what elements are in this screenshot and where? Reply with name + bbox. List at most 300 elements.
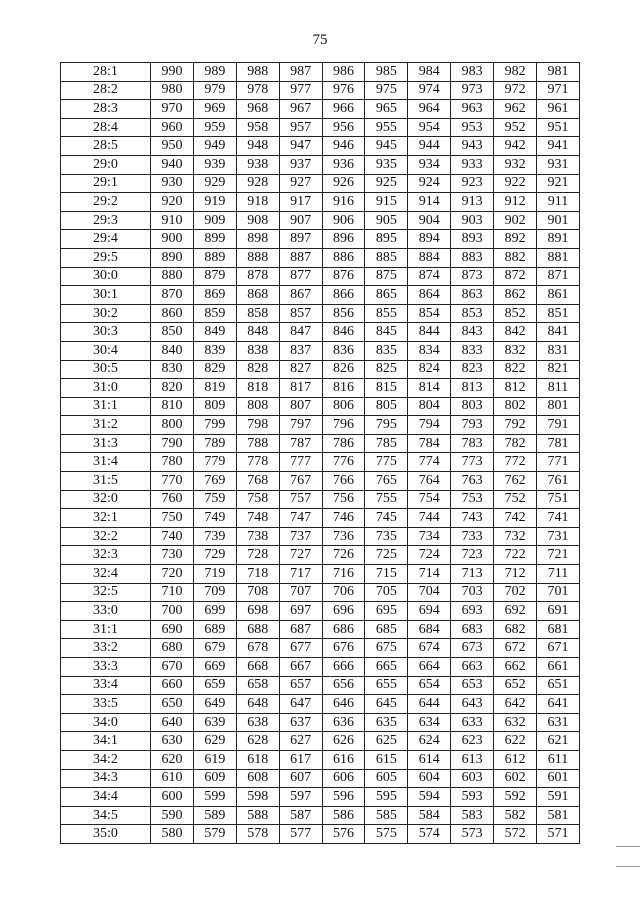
score-cell: 620 [151, 750, 194, 769]
score-cell: 895 [365, 230, 408, 249]
score-cell: 681 [537, 620, 580, 639]
score-cell: 833 [451, 341, 494, 360]
score-cell: 574 [408, 825, 451, 844]
time-cell: 34:1 [61, 732, 151, 751]
score-cell: 573 [451, 825, 494, 844]
score-cell: 585 [365, 806, 408, 825]
score-cell: 755 [365, 490, 408, 509]
time-cell: 31:1 [61, 620, 151, 639]
score-cell: 932 [494, 155, 537, 174]
score-cell: 692 [494, 602, 537, 621]
score-cell: 774 [408, 453, 451, 472]
score-cell: 896 [322, 230, 365, 249]
score-cell: 625 [365, 732, 408, 751]
time-cell: 31:5 [61, 472, 151, 491]
time-cell: 32:0 [61, 490, 151, 509]
score-cell: 791 [537, 416, 580, 435]
score-cell: 837 [279, 341, 322, 360]
score-cell: 975 [365, 81, 408, 100]
score-cell: 641 [537, 695, 580, 714]
score-cell: 742 [494, 509, 537, 528]
score-cell: 891 [537, 230, 580, 249]
score-cell: 953 [451, 118, 494, 137]
score-cell: 593 [451, 788, 494, 807]
score-cell: 655 [365, 676, 408, 695]
score-cell: 814 [408, 379, 451, 398]
time-cell: 28:4 [61, 118, 151, 137]
table-row [61, 565, 580, 584]
score-cell: 789 [193, 434, 236, 453]
score-cell: 605 [365, 769, 408, 788]
score-cell: 968 [236, 100, 279, 119]
score-cell: 853 [451, 304, 494, 323]
score-cell: 743 [451, 509, 494, 528]
score-cell: 794 [408, 416, 451, 435]
score-cell: 943 [451, 137, 494, 156]
score-cell: 860 [151, 304, 194, 323]
score-cell: 650 [151, 695, 194, 714]
score-cell: 680 [151, 639, 194, 658]
score-cell: 856 [322, 304, 365, 323]
score-cell: 907 [279, 211, 322, 230]
score-cell: 682 [494, 620, 537, 639]
score-cell: 744 [408, 509, 451, 528]
score-cell: 798 [236, 416, 279, 435]
score-cell: 662 [494, 658, 537, 677]
score-cell: 592 [494, 788, 537, 807]
table-row [61, 806, 580, 825]
score-cell: 725 [365, 546, 408, 565]
score-cell: 760 [151, 490, 194, 509]
score-cell: 816 [322, 379, 365, 398]
score-cell: 583 [451, 806, 494, 825]
score-cell: 972 [494, 81, 537, 100]
table-row [61, 788, 580, 807]
score-cell: 761 [537, 472, 580, 491]
score-cell: 748 [236, 509, 279, 528]
score-cell: 873 [451, 267, 494, 286]
score-cell: 941 [537, 137, 580, 156]
table-row [61, 323, 580, 342]
time-cell: 31:2 [61, 416, 151, 435]
score-cell: 869 [193, 286, 236, 305]
score-cell: 607 [279, 769, 322, 788]
score-cell: 831 [537, 341, 580, 360]
score-cell: 628 [236, 732, 279, 751]
score-cell: 633 [451, 713, 494, 732]
score-cell: 718 [236, 565, 279, 584]
score-cell: 772 [494, 453, 537, 472]
table-row [61, 658, 580, 677]
score-cell: 763 [451, 472, 494, 491]
score-cell: 767 [279, 472, 322, 491]
score-cell: 967 [279, 100, 322, 119]
score-cell: 590 [151, 806, 194, 825]
score-cell: 797 [279, 416, 322, 435]
score-cell: 722 [494, 546, 537, 565]
score-cell: 878 [236, 267, 279, 286]
score-cell: 855 [365, 304, 408, 323]
score-cell: 987 [279, 63, 322, 82]
score-cell: 801 [537, 397, 580, 416]
score-cell: 865 [365, 286, 408, 305]
score-cell: 851 [537, 304, 580, 323]
score-cell: 924 [408, 174, 451, 193]
table-row [61, 750, 580, 769]
score-cell: 579 [193, 825, 236, 844]
table-row [61, 304, 580, 323]
score-cell: 914 [408, 193, 451, 212]
score-cell: 913 [451, 193, 494, 212]
score-cell: 988 [236, 63, 279, 82]
score-cell: 852 [494, 304, 537, 323]
table-row [61, 416, 580, 435]
score-cell: 646 [322, 695, 365, 714]
score-cell: 793 [451, 416, 494, 435]
score-cell: 923 [451, 174, 494, 193]
score-cell: 940 [151, 155, 194, 174]
score-cell: 731 [537, 527, 580, 546]
score-cell: 664 [408, 658, 451, 677]
score-cell: 819 [193, 379, 236, 398]
score-cell: 861 [537, 286, 580, 305]
score-cell: 776 [322, 453, 365, 472]
score-cell: 672 [494, 639, 537, 658]
score-cell: 782 [494, 434, 537, 453]
time-cell: 32:5 [61, 583, 151, 602]
score-cell: 876 [322, 267, 365, 286]
score-cell: 595 [365, 788, 408, 807]
score-cell: 710 [151, 583, 194, 602]
score-cell: 596 [322, 788, 365, 807]
score-cell: 849 [193, 323, 236, 342]
score-cell: 976 [322, 81, 365, 100]
score-cell: 649 [193, 695, 236, 714]
time-cell: 33:3 [61, 658, 151, 677]
score-cell: 931 [537, 155, 580, 174]
score-cell: 733 [451, 527, 494, 546]
score-cell: 658 [236, 676, 279, 695]
score-cell: 803 [451, 397, 494, 416]
score-cell: 706 [322, 583, 365, 602]
score-cell: 603 [451, 769, 494, 788]
score-cell: 749 [193, 509, 236, 528]
score-cell: 678 [236, 639, 279, 658]
score-cell: 698 [236, 602, 279, 621]
table-row [61, 100, 580, 119]
score-cell: 724 [408, 546, 451, 565]
table-row [61, 583, 580, 602]
score-cell: 962 [494, 100, 537, 119]
score-cell: 635 [365, 713, 408, 732]
score-cell: 701 [537, 583, 580, 602]
score-cell: 795 [365, 416, 408, 435]
score-cell: 779 [193, 453, 236, 472]
score-cell: 765 [365, 472, 408, 491]
score-cell: 726 [322, 546, 365, 565]
score-cell: 796 [322, 416, 365, 435]
table-row [61, 453, 580, 472]
score-cell: 927 [279, 174, 322, 193]
score-cell: 954 [408, 118, 451, 137]
score-cell: 882 [494, 248, 537, 267]
score-cell: 888 [236, 248, 279, 267]
time-cell: 30:1 [61, 286, 151, 305]
score-cell: 582 [494, 806, 537, 825]
score-cell: 824 [408, 360, 451, 379]
score-cell: 867 [279, 286, 322, 305]
score-cell: 871 [537, 267, 580, 286]
score-cell: 642 [494, 695, 537, 714]
score-cell: 874 [408, 267, 451, 286]
table-row [61, 434, 580, 453]
score-cell: 922 [494, 174, 537, 193]
score-cell: 898 [236, 230, 279, 249]
score-cell: 689 [193, 620, 236, 639]
score-cell: 606 [322, 769, 365, 788]
score-cell: 627 [279, 732, 322, 751]
score-cell: 741 [537, 509, 580, 528]
score-cell: 659 [193, 676, 236, 695]
score-cell: 906 [322, 211, 365, 230]
score-cell: 823 [451, 360, 494, 379]
table-row [61, 527, 580, 546]
score-cell: 785 [365, 434, 408, 453]
score-cell: 822 [494, 360, 537, 379]
score-cell: 707 [279, 583, 322, 602]
score-cell: 829 [193, 360, 236, 379]
table-row [61, 267, 580, 286]
score-cell: 935 [365, 155, 408, 174]
score-cell: 623 [451, 732, 494, 751]
score-cell: 703 [451, 583, 494, 602]
score-cell: 838 [236, 341, 279, 360]
score-cell: 804 [408, 397, 451, 416]
score-cell: 699 [193, 602, 236, 621]
score-cell: 937 [279, 155, 322, 174]
table-row [61, 825, 580, 844]
score-cell: 778 [236, 453, 279, 472]
score-cell: 825 [365, 360, 408, 379]
score-cell: 739 [193, 527, 236, 546]
score-cell: 683 [451, 620, 494, 639]
score-cell: 735 [365, 527, 408, 546]
score-cell: 843 [451, 323, 494, 342]
score-cell: 622 [494, 732, 537, 751]
score-cell: 737 [279, 527, 322, 546]
score-cell: 687 [279, 620, 322, 639]
score-cell: 665 [365, 658, 408, 677]
score-cell: 694 [408, 602, 451, 621]
time-cell: 30:3 [61, 323, 151, 342]
score-cell: 617 [279, 750, 322, 769]
score-table-container [60, 62, 580, 844]
table-row [61, 81, 580, 100]
score-cell: 704 [408, 583, 451, 602]
time-cell: 29:5 [61, 248, 151, 267]
score-cell: 892 [494, 230, 537, 249]
score-cell: 577 [279, 825, 322, 844]
score-cell: 944 [408, 137, 451, 156]
score-cell: 745 [365, 509, 408, 528]
score-cell: 862 [494, 286, 537, 305]
scan-edge-mark [616, 846, 640, 847]
score-cell: 877 [279, 267, 322, 286]
time-cell: 28:5 [61, 137, 151, 156]
time-cell: 33:4 [61, 676, 151, 695]
score-cell: 826 [322, 360, 365, 379]
score-cell: 750 [151, 509, 194, 528]
score-cell: 915 [365, 193, 408, 212]
score-cell: 952 [494, 118, 537, 137]
score-cell: 787 [279, 434, 322, 453]
time-cell: 29:0 [61, 155, 151, 174]
score-cell: 947 [279, 137, 322, 156]
score-cell: 916 [322, 193, 365, 212]
table-row [61, 676, 580, 695]
score-cell: 971 [537, 81, 580, 100]
score-cell: 679 [193, 639, 236, 658]
time-cell: 31:3 [61, 434, 151, 453]
score-cell: 738 [236, 527, 279, 546]
score-cell: 712 [494, 565, 537, 584]
score-cell: 677 [279, 639, 322, 658]
table-row [61, 341, 580, 360]
score-cell: 983 [451, 63, 494, 82]
score-cell: 928 [236, 174, 279, 193]
score-cell: 668 [236, 658, 279, 677]
score-cell: 670 [151, 658, 194, 677]
score-cell: 893 [451, 230, 494, 249]
score-cell: 571 [537, 825, 580, 844]
table-row [61, 137, 580, 156]
score-cell: 697 [279, 602, 322, 621]
score-cell: 768 [236, 472, 279, 491]
score-cell: 942 [494, 137, 537, 156]
score-cell: 711 [537, 565, 580, 584]
score-cell: 717 [279, 565, 322, 584]
score-cell: 879 [193, 267, 236, 286]
score-cell: 839 [193, 341, 236, 360]
score-cell: 781 [537, 434, 580, 453]
score-cell: 808 [236, 397, 279, 416]
score-cell: 630 [151, 732, 194, 751]
score-cell: 806 [322, 397, 365, 416]
score-cell: 609 [193, 769, 236, 788]
score-cell: 827 [279, 360, 322, 379]
score-cell: 634 [408, 713, 451, 732]
score-cell: 669 [193, 658, 236, 677]
score-cell: 970 [151, 100, 194, 119]
score-cell: 834 [408, 341, 451, 360]
table-row [61, 639, 580, 658]
score-cell: 671 [537, 639, 580, 658]
score-cell: 674 [408, 639, 451, 658]
score-cell: 805 [365, 397, 408, 416]
score-cell: 981 [537, 63, 580, 82]
score-cell: 883 [451, 248, 494, 267]
page-number: 75 [312, 32, 328, 48]
score-cell: 817 [279, 379, 322, 398]
score-cell: 820 [151, 379, 194, 398]
time-cell: 30:2 [61, 304, 151, 323]
score-cell: 926 [322, 174, 365, 193]
score-cell: 651 [537, 676, 580, 695]
time-cell: 30:5 [61, 360, 151, 379]
score-cell: 602 [494, 769, 537, 788]
score-cell: 921 [537, 174, 580, 193]
score-cell: 951 [537, 118, 580, 137]
score-cell: 746 [322, 509, 365, 528]
score-cell: 872 [494, 267, 537, 286]
score-cell: 645 [365, 695, 408, 714]
score-cell: 702 [494, 583, 537, 602]
score-cell: 636 [322, 713, 365, 732]
score-cell: 933 [451, 155, 494, 174]
score-cell: 647 [279, 695, 322, 714]
score-cell: 629 [193, 732, 236, 751]
time-cell: 31:1 [61, 397, 151, 416]
score-cell: 638 [236, 713, 279, 732]
score-cell: 610 [151, 769, 194, 788]
score-cell: 938 [236, 155, 279, 174]
score-cell: 601 [537, 769, 580, 788]
time-cell: 29:2 [61, 193, 151, 212]
score-cell: 644 [408, 695, 451, 714]
score-cell: 716 [322, 565, 365, 584]
score-cell: 771 [537, 453, 580, 472]
score-cell: 598 [236, 788, 279, 807]
score-cell: 624 [408, 732, 451, 751]
score-cell: 809 [193, 397, 236, 416]
score-cell: 813 [451, 379, 494, 398]
score-cell: 957 [279, 118, 322, 137]
score-cell: 762 [494, 472, 537, 491]
table-row [61, 360, 580, 379]
score-cell: 850 [151, 323, 194, 342]
score-cell: 673 [451, 639, 494, 658]
score-cell: 700 [151, 602, 194, 621]
table-row [61, 286, 580, 305]
score-cell: 959 [193, 118, 236, 137]
score-cell: 708 [236, 583, 279, 602]
score-cell: 956 [322, 118, 365, 137]
table-row [61, 193, 580, 212]
score-cell: 754 [408, 490, 451, 509]
time-cell: 34:0 [61, 713, 151, 732]
score-cell: 723 [451, 546, 494, 565]
score-cell: 611 [537, 750, 580, 769]
score-cell: 918 [236, 193, 279, 212]
score-cell: 580 [151, 825, 194, 844]
score-cell: 840 [151, 341, 194, 360]
score-cell: 594 [408, 788, 451, 807]
score-cell: 847 [279, 323, 322, 342]
table-row [61, 211, 580, 230]
score-cell: 949 [193, 137, 236, 156]
score-cell: 909 [193, 211, 236, 230]
score-cell: 661 [537, 658, 580, 677]
score-cell: 812 [494, 379, 537, 398]
score-cell: 934 [408, 155, 451, 174]
score-cell: 864 [408, 286, 451, 305]
table-row [61, 230, 580, 249]
score-cell: 780 [151, 453, 194, 472]
score-cell: 958 [236, 118, 279, 137]
score-cell: 663 [451, 658, 494, 677]
score-cell: 815 [365, 379, 408, 398]
score-cell: 984 [408, 63, 451, 82]
